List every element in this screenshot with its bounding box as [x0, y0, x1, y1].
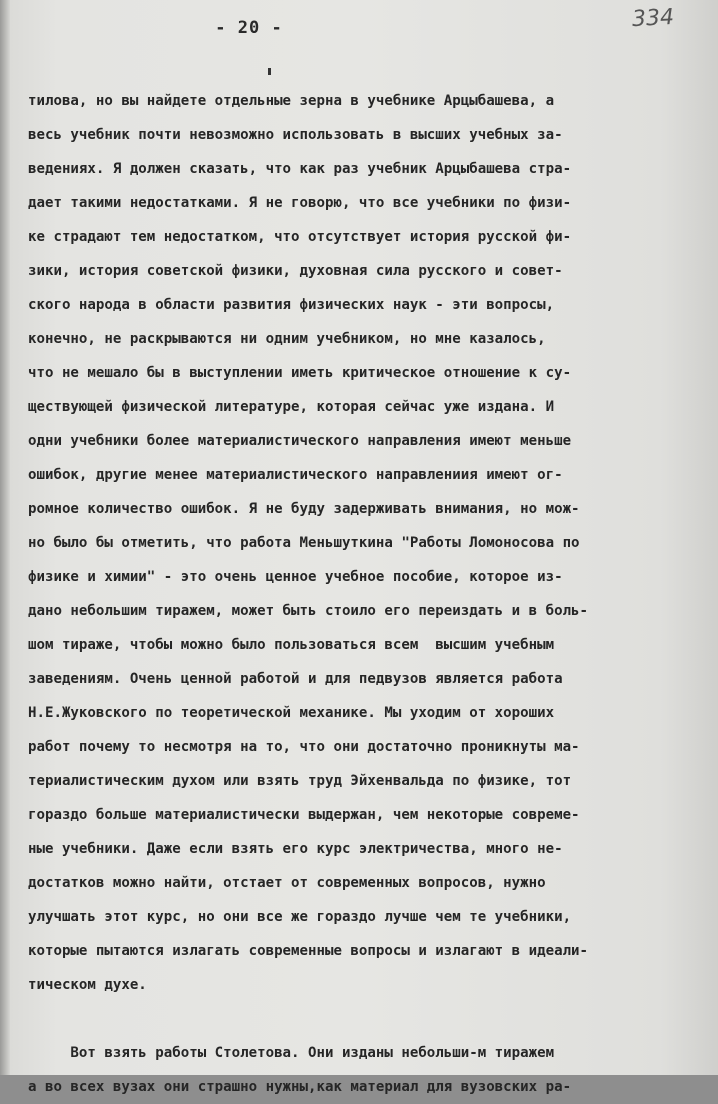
page-edge-shadow: [0, 0, 10, 1075]
ink-mark: [268, 68, 271, 75]
text-line: шом тираже, чтобы можно было пользоваться всем высшим учебным: [28, 637, 555, 653]
text-line: дано небольшим тиражем, может быть стоило его переиздать и в боль-: [28, 603, 589, 619]
text-line: Н.Е.Жуковского по теоретической механике. Мы уходим от хороших: [28, 705, 555, 721]
text-line: физике и химии" - это очень ценное учебное пособие, которое из-: [28, 569, 563, 585]
text-line: ского народа в области развития физических наук - эти вопросы,: [28, 297, 555, 313]
text-line: ведениях. Я должен сказать, что как раз учебник Арцыбашева стра-: [28, 161, 572, 177]
text-line: заведениям. Очень ценной работой и для педвузов является работа: [28, 671, 563, 687]
text-line: гораздо больше материалистически выдержан, чем некоторые совреме-: [28, 807, 580, 823]
text-line: что не мешало бы в выступлении иметь критическое отношение к су-: [28, 365, 572, 381]
text-line: работ почему то несмотря на то, что они достаточно проникнуты ма-: [28, 739, 580, 755]
handwritten-archive-number: 334: [631, 4, 675, 33]
text-line: которые пытаются излагать современные вопросы и излагают в идеали-: [28, 943, 589, 959]
text-line: [28, 1002, 718, 1036]
body-text: [28, 84, 718, 1104]
text-line: тилова, но вы найдете отдельные зерна в учебнике Арцыбашева, а: [28, 93, 555, 109]
text-line: ромное количество ошибок. Я не буду задерживать внимания, но мож-: [28, 501, 580, 517]
text-line: но было бы отметить, что работа Меньшуткина "Работы Ломоносова по: [28, 535, 580, 551]
text-line: ные учебники. Даже если взять его курс электричества, много не-: [28, 841, 563, 857]
page-number: - 20 -: [215, 18, 283, 38]
text-line: а во всех вузах они страшно нужны,как материал для вузовских ра-: [28, 1079, 572, 1095]
text-line: зики, история советской физики, духовная сила русского и совет-: [28, 263, 563, 279]
text-line: ошибок, другие менее материалистического направлениия имеют ог-: [28, 467, 563, 483]
text-line: Вот взять работы Столетова. Они изданы небольши-м тиражем: [28, 1045, 555, 1061]
text-line: одни учебники более материалистического направления имеют меньше: [28, 433, 572, 449]
text-line: достатков можно найти, отстает от современных вопросов, нужно: [28, 875, 546, 891]
text-line: ке страдают тем недостатком, что отсутствует история русской фи-: [28, 229, 572, 245]
text-line: териалистическим духом или взять труд Эйхенвальда по физике, тот: [28, 773, 572, 789]
text-line: улучшать этот курс, но они все же гораздо лучше чем те учебники,: [28, 909, 572, 925]
text-line: тическом духе.: [28, 977, 147, 993]
text-line: конечно, не раскрываются ни одним учебником, но мне казалось,: [28, 331, 546, 347]
text-line: весь учебник почти невозможно использовать в высших учебных за-: [28, 127, 563, 143]
text-line: дает такими недостатками. Я не говорю, что все учебники по физи-: [28, 195, 572, 211]
text-line: ществующей физической литературе, которая сейчас уже издана. И: [28, 399, 555, 415]
